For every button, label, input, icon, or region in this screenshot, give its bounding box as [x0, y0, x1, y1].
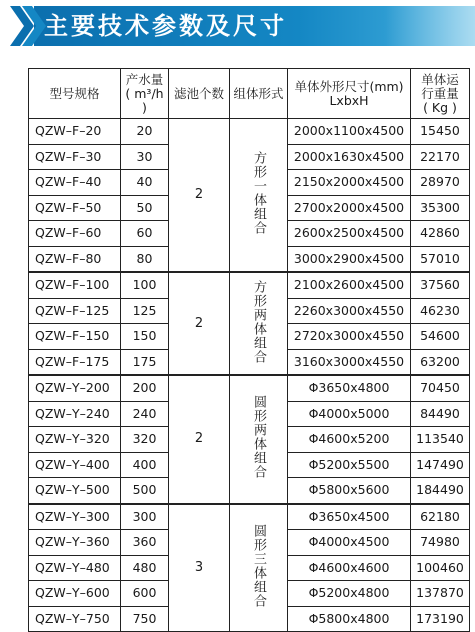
model-cell: QZW–F–175: [29, 349, 121, 375]
table-row: [29, 272, 470, 298]
weight-cell: 63200: [411, 349, 470, 375]
weight-cell: 62180: [411, 504, 470, 530]
size-cell: Φ5200x4800: [288, 581, 411, 607]
size-cell: Φ5800x5600: [288, 478, 411, 504]
model-cell: QZW–F–60: [29, 221, 121, 247]
table-row: [29, 119, 470, 145]
model-cell: QZW–F–50: [29, 195, 121, 221]
table-header-row: [29, 69, 470, 119]
double-chevron-icon: [10, 6, 48, 46]
model-cell: QZW–F–20: [29, 119, 121, 145]
water-cell: 320: [121, 427, 169, 453]
size-cell: 2150x2000x4500: [288, 170, 411, 196]
water-cell: 360: [121, 530, 169, 556]
size-cell: Φ5200x5500: [288, 452, 411, 478]
header-filters: 滤池个数: [169, 69, 230, 119]
weight-cell: 46230: [411, 298, 470, 324]
header-weight: 单体运 行重量 ( Kg ): [411, 69, 470, 119]
water-cell: 480: [121, 555, 169, 581]
size-cell: 2000x1100x4500: [288, 119, 411, 145]
model-cell: QZW–Y–600: [29, 581, 121, 607]
model-cell: QZW–F–150: [29, 324, 121, 350]
form-cell: [230, 272, 288, 375]
water-cell: 600: [121, 581, 169, 607]
weight-cell: 100460: [411, 555, 470, 581]
table-body: [29, 119, 470, 632]
model-cell: QZW–Y–320: [29, 427, 121, 453]
model-cell: QZW–Y–750: [29, 606, 121, 632]
filters-cell: 2: [169, 119, 230, 273]
model-cell: QZW–F–40: [29, 170, 121, 196]
water-cell: 60: [121, 221, 169, 247]
form-cell: [230, 119, 288, 273]
water-cell: 200: [121, 375, 169, 401]
water-cell: 500: [121, 478, 169, 504]
size-cell: 2600x2500x4500: [288, 221, 411, 247]
weight-cell: 113540: [411, 427, 470, 453]
weight-cell: 42860: [411, 221, 470, 247]
model-cell: QZW–F–125: [29, 298, 121, 324]
filters-cell: 2: [169, 272, 230, 375]
water-cell: 80: [121, 246, 169, 272]
size-cell: Φ4600x4600: [288, 555, 411, 581]
filters-cell: 3: [169, 504, 230, 632]
size-cell: Φ4600x5200: [288, 427, 411, 453]
filters-cell: 2: [169, 375, 230, 504]
form-cell: [230, 375, 288, 504]
water-cell: 100: [121, 272, 169, 298]
size-cell: Φ4000x4500: [288, 530, 411, 556]
size-cell: Φ3650x4800: [288, 375, 411, 401]
size-cell: 2720x3000x4550: [288, 324, 411, 350]
model-cell: QZW–Y–200: [29, 375, 121, 401]
form-label: 圆形两体组合: [251, 395, 266, 480]
size-cell: 2000x1630x4500: [288, 144, 411, 170]
water-cell: 150: [121, 324, 169, 350]
water-cell: 30: [121, 144, 169, 170]
weight-cell: 35300: [411, 195, 470, 221]
size-cell: Φ4000x5000: [288, 401, 411, 427]
water-cell: 125: [121, 298, 169, 324]
model-cell: QZW–F–80: [29, 246, 121, 272]
header-water: 产水量 ( m³/h ): [121, 69, 169, 119]
weight-cell: 22170: [411, 144, 470, 170]
table-row: [29, 504, 470, 530]
weight-cell: 173190: [411, 606, 470, 632]
table-row: [29, 375, 470, 401]
model-cell: QZW–Y–500: [29, 478, 121, 504]
header-model: 型号规格: [29, 69, 121, 119]
form-label: 圆形三体组合: [251, 523, 266, 608]
size-cell: Φ5800x4800: [288, 606, 411, 632]
size-cell: 2260x3000x4550: [288, 298, 411, 324]
weight-cell: 28970: [411, 170, 470, 196]
water-cell: 300: [121, 504, 169, 530]
model-cell: QZW–Y–400: [29, 452, 121, 478]
weight-cell: 147490: [411, 452, 470, 478]
size-cell: 2100x2600x4500: [288, 272, 411, 298]
weight-cell: 37560: [411, 272, 470, 298]
header-size: 单体外形尺寸(mm) LxbxH: [288, 69, 411, 119]
weight-cell: 184490: [411, 478, 470, 504]
form-cell: [230, 504, 288, 632]
model-cell: QZW–Y–240: [29, 401, 121, 427]
weight-cell: 84490: [411, 401, 470, 427]
model-cell: QZW–Y–300: [29, 504, 121, 530]
weight-cell: 70450: [411, 375, 470, 401]
model-cell: QZW–F–30: [29, 144, 121, 170]
page-title: 主要技术参数及尺寸: [44, 12, 287, 40]
spec-table: [28, 68, 470, 632]
size-cell: 2700x2000x4500: [288, 195, 411, 221]
form-label: 方形两体组合: [251, 279, 266, 364]
weight-cell: 137870: [411, 581, 470, 607]
weight-cell: 15450: [411, 119, 470, 145]
water-cell: 175: [121, 349, 169, 375]
size-cell: 3160x3000x4550: [288, 349, 411, 375]
size-cell: Φ3650x4500: [288, 504, 411, 530]
weight-cell: 57010: [411, 246, 470, 272]
header-form: 组体形式: [230, 69, 288, 119]
water-cell: 20: [121, 119, 169, 145]
model-cell: QZW–Y–480: [29, 555, 121, 581]
weight-cell: 74980: [411, 530, 470, 556]
water-cell: 240: [121, 401, 169, 427]
water-cell: 50: [121, 195, 169, 221]
water-cell: 40: [121, 170, 169, 196]
water-cell: 400: [121, 452, 169, 478]
model-cell: QZW–Y–360: [29, 530, 121, 556]
form-label: 方形一体组合: [251, 151, 266, 235]
model-cell: QZW–F–100: [29, 272, 121, 298]
size-cell: 3000x2900x4500: [288, 246, 411, 272]
title-banner: [0, 0, 475, 56]
water-cell: 750: [121, 606, 169, 632]
weight-cell: 54600: [411, 324, 470, 350]
